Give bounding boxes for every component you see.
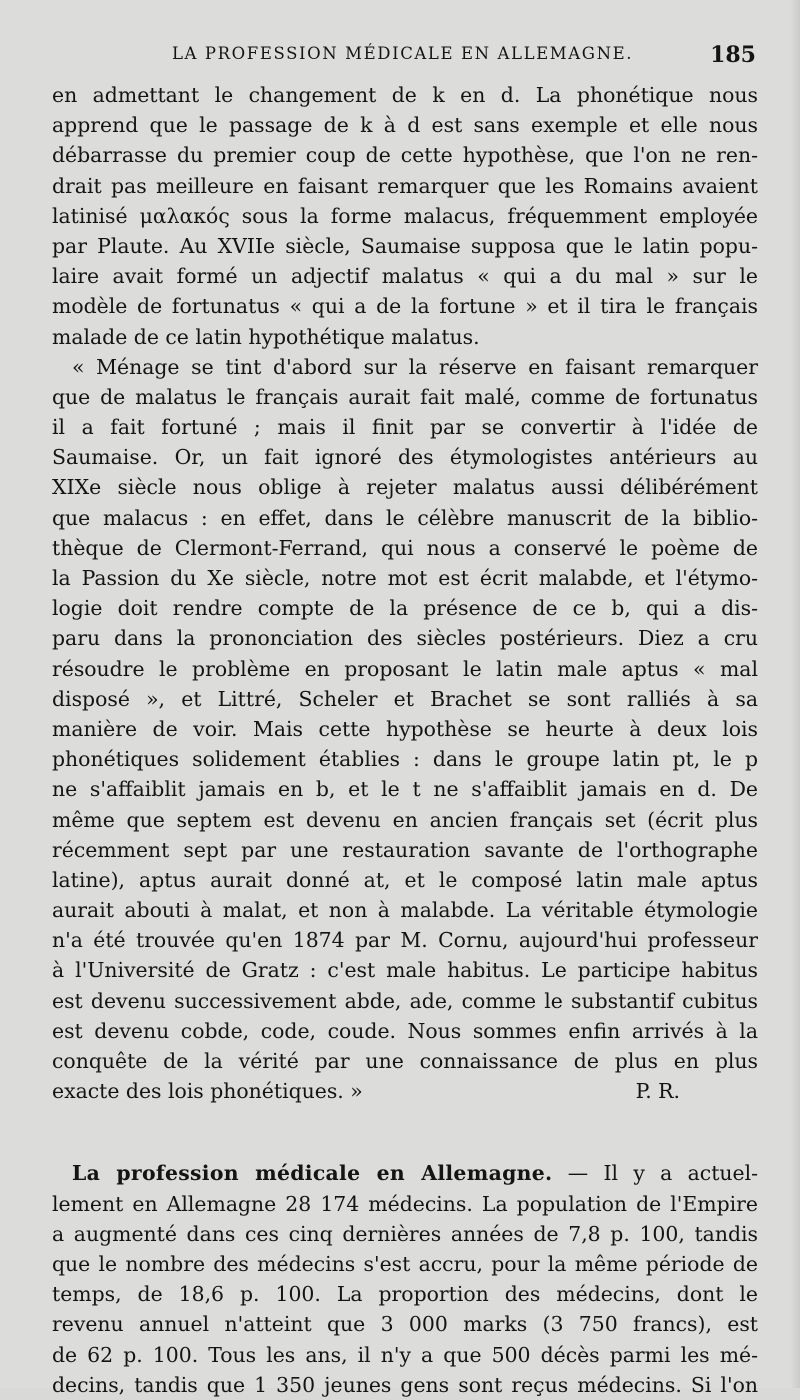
text-line: latinisé μαλακός sous la forme malacus, fréquemment employée [52,203,758,228]
text-line: Saumaise. Or, un fait ignoré des étymologistes antérieurs au [52,445,758,470]
text-line [52,1158,758,1188]
text-line: lement en Allemagne 28 174 médecins. La population de l'Empire [52,1191,758,1216]
text-line: que le nombre des médecins s'est accru, pour la même période de [52,1251,758,1276]
text-line: decins, tandis que 1 350 jeunes gens sont reçus médecins. Si l'on [52,1372,758,1397]
closing-text: exacte des lois phonétiques. » [52,1079,363,1104]
running-head [0,44,800,72]
text-line: malade de ce latin hypothétique malatus. [52,324,480,349]
text-line: est devenu cobde, code, coude. Nous sommes enfin arrivés à la [52,1018,758,1043]
running-title: LA PROFESSION MÉDICALE EN ALLEMAGNE. [172,44,634,63]
text-line: apprend que le passage de k à d est sans exemple et elle nous [52,113,758,138]
text-line: de 62 p. 100. Tous les ans, il n'y a que 500 décès parmi les mé- [52,1342,758,1367]
text-line: modèle de fortunatus « qui a de la fortune » et il tira le français [52,294,758,319]
text-line: laire avait formé un adjectif malatus « qui a du mal » sur le [52,264,758,289]
text-line: ne s'affaiblit jamais en b, et le t ne s'affaiblit jamais en d. De [52,777,758,802]
text-line: disposé », et Littré, Scheler et Brachet se sont ralliés à sa [52,686,758,711]
text-line: logie doit rendre compte de la présence de ce b, qui a dis- [52,596,758,621]
text-line: revenu annuel n'atteint que 3 000 marks (3 750 francs), est [52,1312,758,1337]
text-line: temps, de 18,6 p. 100. La proportion des médecins, dont le [52,1282,758,1307]
text-line: conquête de la vérité par une connaissance de plus en plus [52,1049,758,1073]
text-line: même que septem est devenu en ancien français set (écrit plus [52,807,758,832]
section-heading: La profession médicale en Allemagne. [72,1161,553,1186]
page-number: 185 [710,42,756,68]
text-line: n'a été trouvée qu'en 1874 par M. Cornu, aujourd'hui professeur [52,928,758,953]
text-line: à l'Université de Gratz : c'est male habitus. Le participe habitus [52,958,758,983]
author-signature: P. R. [635,1079,680,1104]
closing-line [52,1076,758,1106]
text-line: que de malatus le français aurait fait malé, comme de fortunatus [52,384,758,409]
text-line: a augmenté dans ces cinq dernières années de 7,8 p. 100, tandis [52,1221,758,1246]
text-line: XIXe siècle nous oblige à rejeter malatus aussi délibérément [52,475,758,500]
text-line: aurait abouti à malat, et non à malabde. La véritable étymologie [52,898,758,923]
text-line: phonétiques solidement établies : dans le groupe latin pt, le p [52,747,758,772]
text-line: latine), aptus aurait donné at, et le composé latin male aptus [52,867,758,892]
text-line: par Plaute. Au XVIIe siècle, Saumaise supposa que le latin popu- [52,233,758,258]
body-text [52,80,758,1400]
text-line: est devenu successivement abde, ade, comme le substantif cubitus [52,988,758,1013]
text-line: « Ménage se tint d'abord sur la réserve en faisant remarquer [72,354,758,379]
text-line: que malacus : en effet, dans le célèbre manuscrit de la biblio- [52,505,758,530]
text-line: la Passion du Xe siècle, notre mot est écrit malabde, et l'étymo- [52,566,758,590]
text-line: débarrasse du premier coup de cette hypothèse, que l'on ne ren- [52,143,758,168]
text-line: en admettant le changement de k en d. La phonétique nous [52,83,758,107]
page-edge-shadow [790,0,800,1388]
text-line: récemment sept par une restauration savante de l'orthographe [52,837,758,862]
section-gap [52,1106,758,1158]
article-profession-medicale [52,1158,758,1400]
text-line: il a fait fortuné ; mais il finit par se convertir à l'idée de [52,415,758,440]
text-line: paru dans la prononciation des siècles postérieurs. Diez a cru [52,626,758,651]
article-etymology-malade [52,80,758,1106]
text-line: manière de voir. Mais cette hypothèse se heurte à deux lois [52,716,758,741]
text-line: drait pas meilleure en faisant remarquer que les Romains avaient [52,173,758,198]
heading-continuation: — Il y a actuel- [552,1161,758,1186]
text-line: résoudre le problème en proposant le latin male aptus « mal [52,656,758,681]
text-line: thèque de Clermont-Ferrand, qui nous a conservé le poème de [52,535,758,560]
